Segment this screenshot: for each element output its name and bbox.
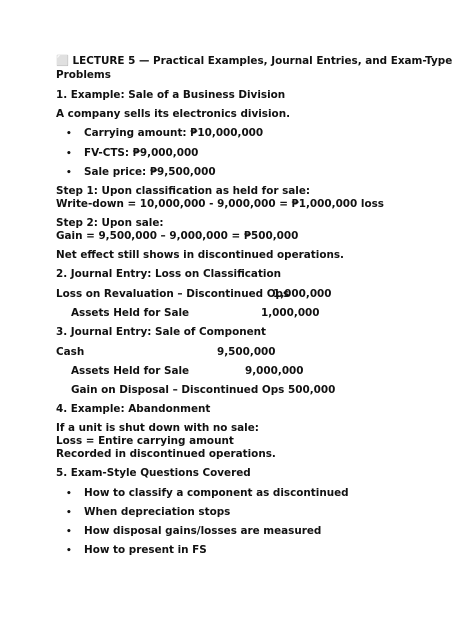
list-item-fv-cts: FV-CTS: ₱9,000,000 <box>84 147 199 159</box>
journal-row-loss-label: Loss on Revaluation – Discontinued Ops <box>56 288 290 300</box>
bullet-dot: • <box>66 489 72 499</box>
journal-row-assets-label: Assets Held for Sale <box>71 307 190 319</box>
section-3-heading: 3. Journal Entry: Sale of Component <box>56 326 267 338</box>
bullet-dot: • <box>66 149 72 159</box>
net-effect-note: Net effect still shows in discontinued operations. <box>56 249 344 261</box>
step-1-computation: Write-down = 10,000,000 - 9,000,000 = ₱1,000,000 loss <box>56 198 384 210</box>
bullet-dot: • <box>66 129 72 139</box>
bullet-dot: • <box>66 508 72 518</box>
list-item-measure: How disposal gains/losses are measured <box>84 525 322 537</box>
journal-row-loss-amount: 1,000,000 <box>273 288 332 300</box>
step-2-heading: Step 2: Upon sale: <box>56 217 164 229</box>
bullet-dot: • <box>66 168 72 178</box>
section-1-heading: 1. Example: Sale of a Business Division <box>56 89 286 101</box>
journal-row-assets-amount: 9,000,000 <box>245 365 304 377</box>
section-5-heading: 5. Exam-Style Questions Covered <box>56 467 251 479</box>
journal-row-cash-label: Cash <box>56 346 85 358</box>
bullet-dot: • <box>66 546 72 556</box>
journal-row-gain-amount: 500,000 <box>288 384 336 396</box>
list-item-present: How to present in FS <box>84 544 207 556</box>
lecture-title-line-1: ⬜ LECTURE 5 — Practical Examples, Journal Entries, and Exam-Type <box>56 55 453 67</box>
list-item-depreciation: When depreciation stops <box>84 506 231 518</box>
step-1-heading: Step 1: Upon classification as held for sale: <box>56 185 311 197</box>
journal-row-assets-amount: 1,000,000 <box>261 307 320 319</box>
abandonment-line-2: Loss = Entire carrying amount <box>56 435 234 447</box>
section-2-heading: 2. Journal Entry: Loss on Classification <box>56 268 282 280</box>
section-4-heading: 4. Example: Abandonment <box>56 403 211 415</box>
list-item-sale-price: Sale price: ₱9,500,000 <box>84 166 216 178</box>
abandonment-line-1: If a unit is shut down with no sale: <box>56 422 259 434</box>
bullet-dot: • <box>66 527 72 537</box>
section-1-intro: A company sells its electronics division. <box>56 108 291 120</box>
lecture-title-line-2: Problems <box>56 69 111 81</box>
list-item-classify: How to classify a component as discontinued <box>84 487 349 499</box>
journal-row-cash-amount: 9,500,000 <box>217 346 276 358</box>
abandonment-line-3: Recorded in discontinued operations. <box>56 448 276 460</box>
list-item-carrying-amount: Carrying amount: ₱10,000,000 <box>84 127 264 139</box>
journal-row-gain-label: Gain on Disposal – Discontinued Ops <box>71 384 285 396</box>
journal-row-assets-label: Assets Held for Sale <box>71 365 190 377</box>
step-2-computation: Gain = 9,500,000 – 9,000,000 = ₱500,000 <box>56 230 299 242</box>
